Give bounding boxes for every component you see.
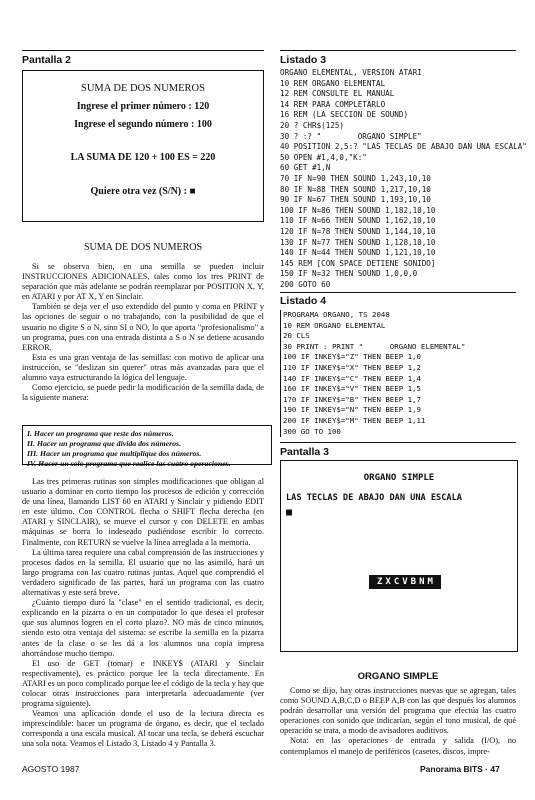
code-line: 10 REM ORGANO ELEMENTAL <box>280 78 386 88</box>
listado4-code <box>280 310 465 437</box>
code-line: 20 ? CHR$(125) <box>280 120 345 130</box>
screen-line-second: Ingrese el segundo número : 100 <box>74 119 212 130</box>
paragraph: Veamos una aplicación donde el uso de la lectura directa es imprescindible: hacer un programa de órgano, es decir, que el teclado corresponda a una escala musical. Al tocar una tecla, se deberá escuchar una sola nota. Veamos el Listado 3, Listado 4 y Pantalla 3. <box>22 709 264 749</box>
paragraph: Como ejercicio, se puede pedir la modificación de la semilla dada, de la siguiente manera: <box>22 383 264 403</box>
code-line: 100 IF INKEY$="Z" THEN BEEP 1,0 <box>283 352 421 362</box>
tasks-box <box>22 425 272 468</box>
pantalla3-rule <box>280 442 516 443</box>
code-line: 40 POSITION 2,5:? "LAS TECLAS DE ABAJO DAN UNA ESCALA" <box>280 142 527 152</box>
code-line: 10 REM ORGANO ELEMENTAL <box>283 320 386 330</box>
code-line: 170 IF INKEY$="B" THEN BEEP 1,7 <box>283 394 421 404</box>
paragraph: El uso de GET (tomar) e INKEY$ (ATARI y Sinclair respectivamente), es práctico porque lee la tecla directamente. En ATARI es un poco complicado porque lee el código de la tecla y hay que colocar otras instrucciones para interpretarla adecuadamente (ver programa siguiente). <box>22 658 264 709</box>
paragraph: ¿Cuánto tiempo duró la "clase" en el sentido tradicional, es decir, explicando en la pizarra o en un computador lo que desea el profesor que sus alumnos logren en el corto plazo?. NO más de cinco minutos, siendo esto otra ventaja del sistema: se escribe la semilla en la pizarra antes de la clase o se les dá a los alumnos una copia impresa ahorrándose mucho tiempo. <box>22 598 264 658</box>
task-item: II. Hacer un programa que divida dos números. <box>27 439 182 448</box>
code-line: 110 IF N=66 THEN SOUND 1,162,10,10 <box>280 216 436 226</box>
screen-line-first: Ingrese el primer número : 120 <box>76 101 210 112</box>
left-text-block-2 <box>22 477 264 750</box>
code-line: 14 REM PARA COMPLETARLO <box>280 99 386 109</box>
code-line: 70 IF N=90 THEN SOUND 1,243,10,10 <box>280 173 431 183</box>
code-line: 140 IF N=44 THEN SOUND 1,121,10,10 <box>280 248 436 258</box>
code-line: 16 REM (LA SECCION DE SOUND) <box>280 110 409 120</box>
code-line: 60 GET #1,N <box>280 163 331 173</box>
paragraph: Como se dijo, hay otras instrucciones nuevas que se agregan, tales como SOUND A,B,C,D o BEEP A,B con las que después los alumnos podrán desarrollar una versión del programa que efectúa las cuatro operaciones con sonido que indicarían, según el tono musical, de qué operación se trata, a modo de avisadores auditivos. <box>280 686 516 736</box>
left-text-block-1 <box>22 262 264 403</box>
code-line: 110 IF INKEY$="X" THEN BEEP 1,2 <box>283 362 421 372</box>
listado4-heading: Listado 4 <box>280 295 327 307</box>
listado3-rule <box>280 50 516 51</box>
screen-cursor: ■ <box>286 507 293 518</box>
code-line: 190 IF INKEY$="N" THEN BEEP 1,9 <box>283 405 421 415</box>
screen-keys: ZXCVBNM <box>369 575 441 589</box>
screen-line-result: LA SUMA DE 120 + 100 ES = 220 <box>70 152 216 163</box>
code-line: 100 IF N=86 THEN SOUND 1,182,10,10 <box>280 205 436 215</box>
right-text-block <box>280 686 516 757</box>
paragraph: Si se observa bien, en una semilla se pueden incluir INSTRUCCIONES ADICIONALES, tales como los tres PRINT de separación que más adelante se podrán reemplazar por POSITION X, Y, en ATARI y por AT X, Y en Sinclair. <box>22 262 264 302</box>
code-line: 90 IF N=67 THEN SOUND 1,193,10,10 <box>280 195 431 205</box>
code-line: 300 GO TO 100 <box>283 426 341 436</box>
listado3-code <box>280 68 527 290</box>
pantalla2-heading: Pantalla 2 <box>22 54 72 66</box>
code-line: 30 PRINT : PRINT " ORGANO ELEMENTAL" <box>283 341 466 351</box>
code-line: 20 CLS <box>283 331 310 341</box>
code-line: 80 IF N=88 THEN SOUND 1,217,10,10 <box>280 184 431 194</box>
code-line: 30 ? :? " ORGANO SIMPLE" <box>280 131 422 141</box>
code-line: 140 IF INKEY$="C" THEN BEEP 1,4 <box>283 373 421 383</box>
footer-date: AGOSTO 1987 <box>22 764 80 774</box>
code-line: 200 GOTO 60 <box>280 279 331 289</box>
screen-line-prompt: Quiere otra vez (S/N) : ■ <box>90 186 196 197</box>
paragraph: Las tres primeras rutinas son simples modificaciones que obligan al usuario a dominar en corto tiempo los procesos de edición y corrección de una línea, llamando LIST 60 en ATARI y Sinclair y pidiendo EDIT en este último. Con CONTROL flecha o SHIFT flecha derecha (en ATARI y SINCLAIR), se mueve el cursor y con DELETE en ambas máquinas se borra lo indeseado pudiéndose escribir lo correcto. Finalmente, con RETURN se vuelve la línea arreglada a la memoria. <box>22 477 264 547</box>
footer-page: Panorama BITS · 47 <box>420 764 500 774</box>
task-item: I. Hacer un programa que reste dos números. <box>27 429 174 438</box>
code-line: 150 IF N=32 THEN SOUND 1,0,0,0 <box>280 269 418 279</box>
task-item: III. Hacer un programa que multiplique dos números. <box>27 449 202 458</box>
paragraph: La última tarea requiere una cabal comprensión de las instrucciones y procesos dados en la semilla. El usuario que no las asimiló, hará un largo programa con las cuatro rutinas juntas. Aquel que comprendió el verdadero significado de las partes, hará un programa con las cuatro alternativas y este será breve. <box>22 547 264 598</box>
pantalla2-rule <box>22 50 264 51</box>
code-line: 200 IF INKEY$="M" THEN BEEP 1,11 <box>283 415 426 425</box>
pantalla3-caption: ORGANO SIMPLE <box>357 671 439 682</box>
code-line: 50 OPEN #1,4,0,"K:" <box>280 152 367 162</box>
code-line: PROGRAMA ORGANO, TS 2048 <box>283 310 390 319</box>
task-item: IV. Hacer un solo programa que realice las cuatro operaciones. <box>27 459 231 468</box>
listado3-heading: Listado 3 <box>280 54 327 66</box>
listado4-rule <box>280 292 516 293</box>
screen-title: ORGANO SIMPLE <box>363 473 435 483</box>
code-line: 145 REM [CON SPACE DETIENE SONIDO] <box>280 258 436 268</box>
paragraph: Nota: en las operaciones de entrada y salida (I/O), no contemplamos el manejo de periféricos (casetes, discos, impre- <box>280 736 516 756</box>
paragraph: Esta es una gran ventaja de las semillas: con motivo de aplicar una instrucción, se "deslizan sin querer" otras más avanzadas para que el alumno vaya estructurando la lógica del lenguaje. <box>22 352 264 383</box>
pantalla2-caption: SUMA DE DOS NUMEROS <box>83 242 203 253</box>
code-line: 12 REM CONSULTE EL MANUAL <box>280 89 395 99</box>
code-line: 120 IF N=78 THEN SOUND 1,144,10,10 <box>280 226 436 236</box>
screen-subtitle: LAS TECLAS DE ABAJO DAN UNA ESCALA <box>286 493 462 503</box>
paragraph: También se deja ver el uso extendido del punto y coma en PRINT y las opciones de seguir o no trabajando, con la posibilidad de que el usuario no digite S o N, sino SI o NO, lo que aporta "profesionalismo" a un programa, pues con una entrada distinta a S o N se detiene acusando ERROR. <box>22 302 264 352</box>
screen-line-title: SUMA DE DOS NUMEROS <box>81 83 205 94</box>
code-line: 160 IF INKEY$="V" THEN BEEP 1,5 <box>283 384 421 394</box>
pantalla3-heading: Pantalla 3 <box>280 446 330 458</box>
code-line: 130 IF N=77 THEN SOUND 1,128,10,10 <box>280 237 436 247</box>
code-line: ORGANO ELEMENTAL, VERSION ATARI <box>280 68 422 77</box>
pantalla2-screen <box>22 70 264 222</box>
pantalla3-screen <box>280 460 518 652</box>
